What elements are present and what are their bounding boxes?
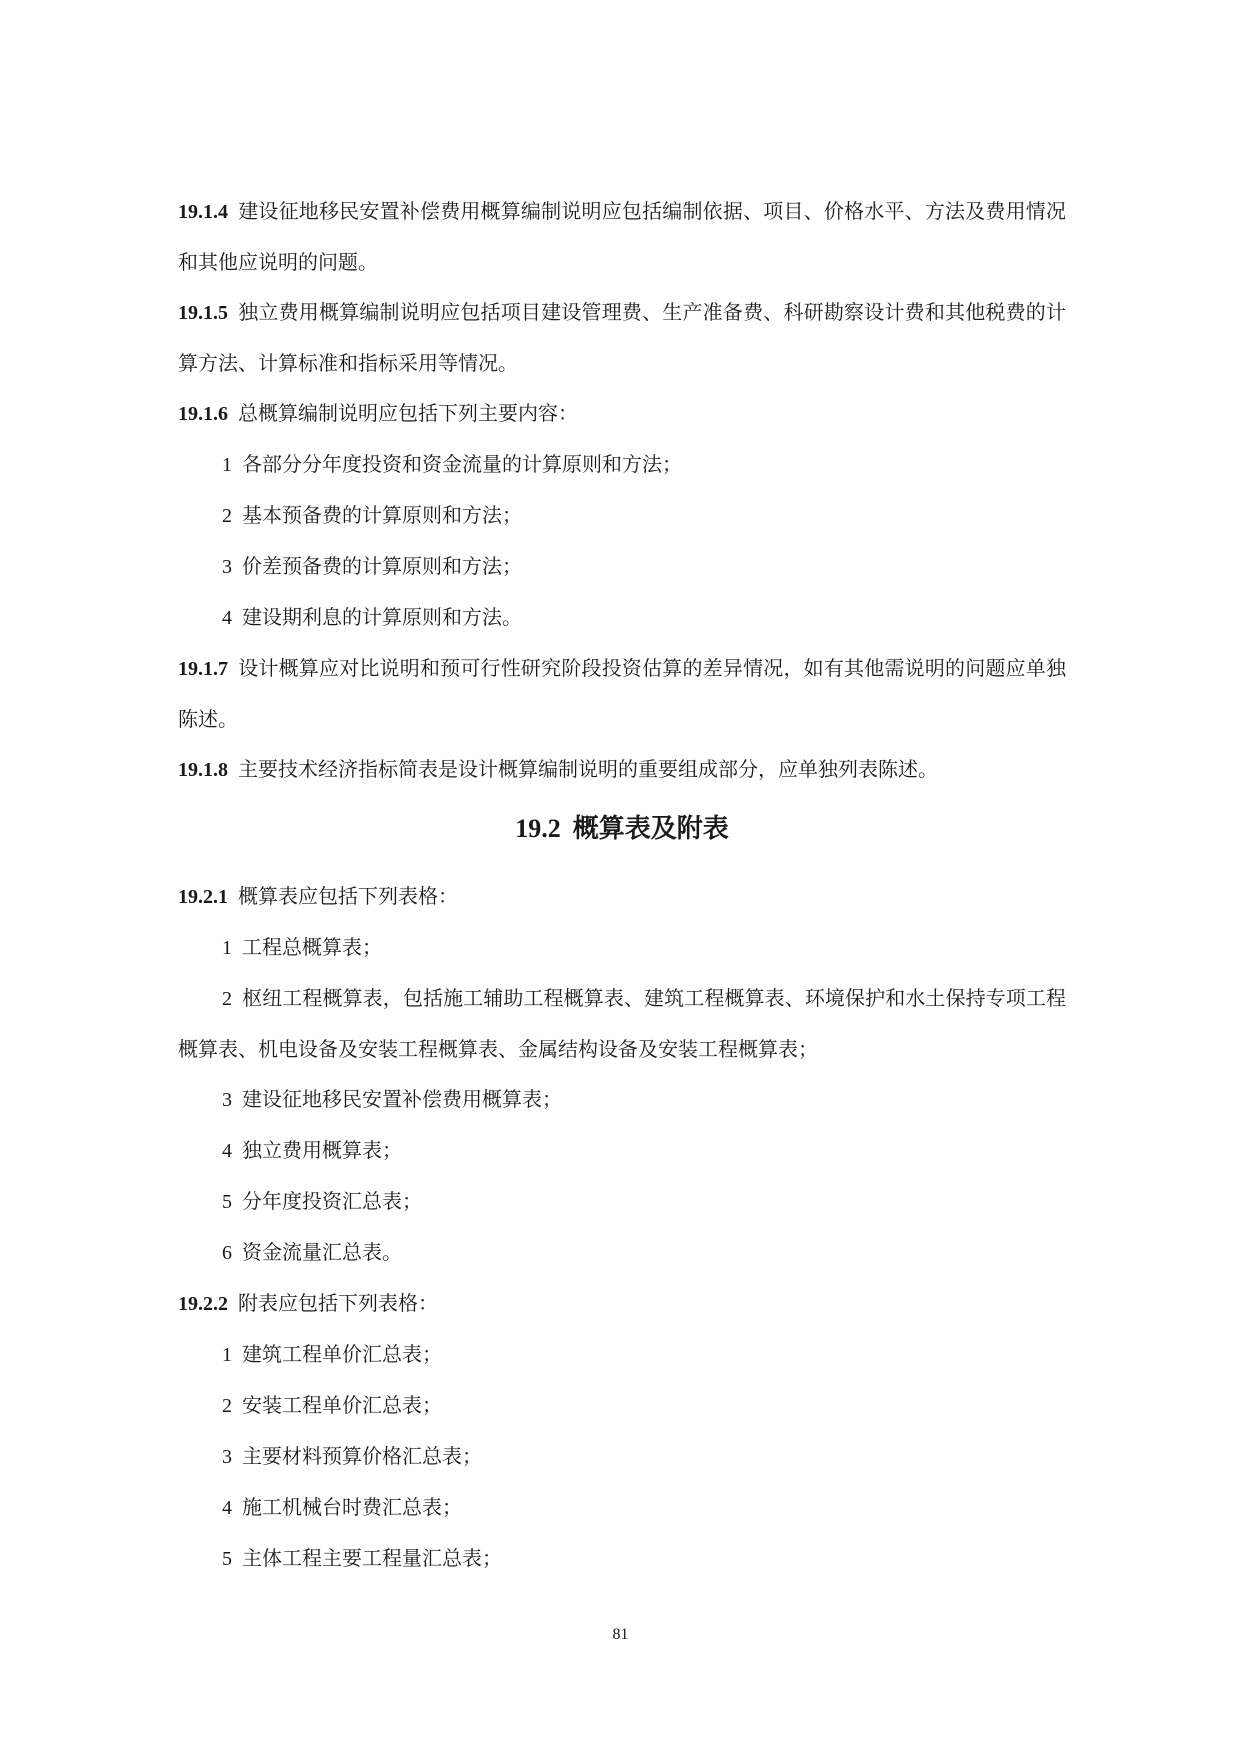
item-text: 价差预备费的计算原则和方法； [242, 554, 522, 578]
list-item [178, 1074, 1066, 1125]
list-item [178, 1482, 1066, 1533]
item-number: 5 [222, 1191, 232, 1213]
clause-text: 主要技术经济指标简表是设计概算编制说明的重要组成部分，应单独列表陈述。 [238, 757, 938, 781]
item-text: 建筑工程单价汇总表； [242, 1342, 442, 1366]
list-item [178, 541, 1066, 592]
list-item [178, 1227, 1066, 1278]
clause-text: 概算表应包括下列表格： [238, 884, 458, 908]
item-text: 枢纽工程概算表，包括施工辅助工程概算表、建筑工程概算表、环境保护和水土保持专项工程概算表、机电设备及安装工程概算表、金属结构设备及安装工程概算表； [178, 986, 1066, 1061]
item-number: 2 [222, 505, 232, 527]
list-item [178, 1125, 1066, 1176]
list-item [178, 490, 1066, 541]
clause-text: 附表应包括下列表格： [238, 1291, 438, 1315]
clause-text: 设计概算应对比说明和预可行性研究阶段投资估算的差异情况，如有其他需说明的问题应单独陈述。 [178, 656, 1066, 731]
item-text: 安装工程单价汇总表； [242, 1393, 442, 1417]
item-number: 2 [222, 988, 232, 1010]
list-item [178, 973, 1066, 1074]
clause-number: 19.1.6 [178, 403, 228, 425]
item-number: 1 [222, 937, 232, 959]
clause-19-1-7 [178, 643, 1066, 744]
clause-19-1-8 [178, 744, 1066, 795]
item-number: 4 [222, 1497, 232, 1519]
item-text: 施工机械台时费汇总表； [242, 1495, 462, 1519]
item-text: 各部分分年度投资和资金流量的计算原则和方法； [242, 452, 682, 476]
clause-number: 19.2.1 [178, 886, 228, 908]
item-text: 建设征地移民安置补偿费用概算表； [242, 1087, 562, 1111]
item-text: 基本预备费的计算原则和方法； [242, 503, 522, 527]
section-title-text: 概算表及附表 [572, 814, 729, 844]
list-item [178, 1431, 1066, 1482]
clause-19-1-5 [178, 287, 1066, 388]
item-text: 主体工程主要工程量汇总表； [242, 1546, 502, 1570]
clause-19-1-6 [178, 388, 1066, 439]
item-number: 5 [222, 1548, 232, 1570]
clause-text: 总概算编制说明应包括下列主要内容： [238, 401, 578, 425]
list-item [178, 1380, 1066, 1431]
item-text: 主要材料预算价格汇总表； [242, 1444, 482, 1468]
section-number: 19.2 [515, 814, 561, 843]
item-text: 分年度投资汇总表； [242, 1189, 422, 1213]
list-item [178, 1533, 1066, 1584]
section-heading [178, 809, 1066, 849]
item-text: 建设期利息的计算原则和方法。 [242, 605, 522, 629]
list-item [178, 922, 1066, 973]
clause-text: 建设征地移民安置补偿费用概算编制说明应包括编制依据、项目、价格水平、方法及费用情况和其他应说明的问题。 [178, 199, 1066, 274]
page-content [178, 186, 1066, 1584]
item-text: 工程总概算表； [242, 935, 382, 959]
item-number: 2 [222, 1395, 232, 1417]
clause-number: 19.1.7 [178, 658, 228, 680]
clause-19-2-1 [178, 871, 1066, 922]
clause-number: 19.1.4 [178, 201, 228, 223]
clause-number: 19.2.2 [178, 1293, 228, 1315]
clause-number: 19.1.8 [178, 759, 228, 781]
item-number: 3 [222, 1446, 232, 1468]
item-number: 1 [222, 1344, 232, 1366]
clause-text: 独立费用概算编制说明应包括项目建设管理费、生产准备费、科研勘察设计费和其他税费的计算方法、计算标准和指标采用等情况。 [178, 300, 1066, 375]
item-text: 独立费用概算表； [242, 1138, 402, 1162]
page-number: 81 [612, 1626, 629, 1643]
item-number: 4 [222, 607, 232, 629]
item-number: 4 [222, 1140, 232, 1162]
list-item [178, 1329, 1066, 1380]
clause-19-1-4 [178, 186, 1066, 287]
list-item [178, 439, 1066, 490]
clause-number: 19.1.5 [178, 302, 228, 324]
item-number: 3 [222, 556, 232, 578]
item-number: 1 [222, 454, 232, 476]
list-item [178, 592, 1066, 643]
item-number: 3 [222, 1089, 232, 1111]
item-number: 6 [222, 1242, 232, 1264]
clause-19-2-2 [178, 1278, 1066, 1329]
list-item [178, 1176, 1066, 1227]
item-text: 资金流量汇总表。 [242, 1240, 402, 1264]
